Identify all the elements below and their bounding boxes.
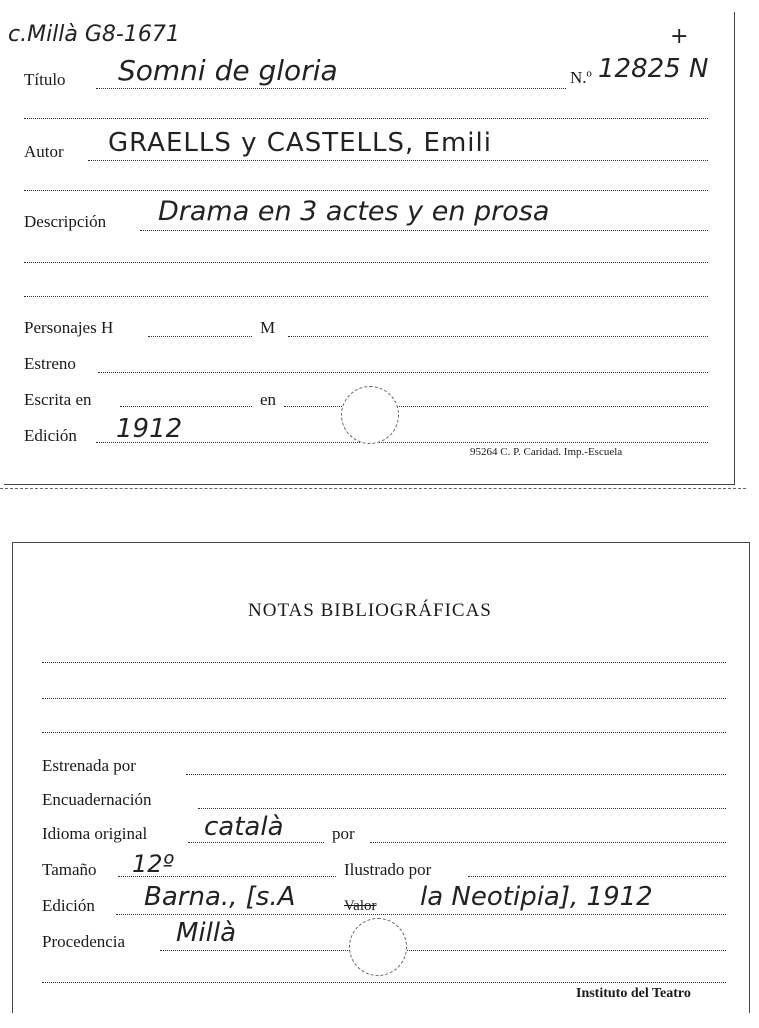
- edicion2-value-a: Barna., [s.A: [144, 882, 296, 912]
- plus-mark: +: [670, 24, 689, 49]
- edicion2-value-b: la Neotipia], 1912: [420, 882, 653, 912]
- autor-label: Autor: [24, 142, 64, 161]
- en-label: en: [260, 390, 277, 409]
- numero-value: 12825 N: [598, 54, 709, 84]
- encuadernacion-label: Encuadernación: [42, 790, 152, 809]
- por-line: [370, 842, 726, 843]
- estreno-line: [98, 372, 708, 373]
- card-separator: [0, 488, 746, 489]
- idioma-label: Idioma original: [42, 824, 148, 843]
- numero-label: N.º: [570, 68, 592, 87]
- autor-line-2: [24, 190, 708, 191]
- personajes-label: Personajes H: [24, 318, 114, 337]
- edicion2-line: [116, 914, 726, 915]
- notas-line-last: [42, 982, 726, 983]
- tamano-label: Tamaño: [42, 860, 97, 879]
- ilustrado-line: [468, 876, 726, 877]
- titulo-line: [96, 88, 566, 89]
- procedencia-line: [160, 950, 726, 951]
- edicion-value: 1912: [116, 414, 183, 444]
- personajes-m-line: [288, 336, 708, 337]
- encuadernacion-line: [198, 808, 726, 809]
- tamano-value: 12º: [132, 850, 174, 878]
- ilustrado-label: Ilustrado por: [344, 860, 432, 879]
- descripcion-line-2: [24, 262, 708, 263]
- idioma-value: català: [204, 812, 284, 842]
- descripcion-line-3: [24, 296, 708, 297]
- notas-line-2: [42, 698, 726, 699]
- edicion-label: Edición: [24, 426, 77, 445]
- card-footer: Instituto del Teatro: [576, 986, 691, 1001]
- valor-label: Valor: [344, 898, 377, 914]
- punch-hole-bottom: [349, 918, 407, 976]
- titulo-value: Somni de gloria: [118, 54, 338, 87]
- edicion-line: [96, 442, 708, 443]
- notas-line-3: [42, 732, 726, 733]
- notas-heading: NOTAS BIBLIOGRÁFICAS: [248, 600, 492, 621]
- edicion2-label: Edición: [42, 896, 95, 915]
- escrita-label: Escrita en: [24, 390, 92, 409]
- escrita-line: [120, 406, 252, 407]
- printer-mark: 95264 C. P. Caridad. Imp.-Escuela: [470, 446, 623, 458]
- titulo-label: Título: [24, 70, 66, 89]
- personajes-h-line: [148, 336, 252, 337]
- descripcion-value: Drama en 3 actes y en prosa: [158, 196, 550, 227]
- autor-value: GRAELLS y CASTELLS, Emili: [108, 128, 492, 158]
- punch-hole-top: [341, 386, 399, 444]
- card-annotation: c.Millà G8-1671: [8, 22, 180, 47]
- idioma-line: [188, 842, 324, 843]
- procedencia-label: Procedencia: [42, 932, 126, 951]
- descripcion-line: [140, 230, 708, 231]
- por-label: por: [332, 824, 355, 843]
- descripcion-label: Descripción: [24, 212, 107, 231]
- m-label: M: [260, 318, 276, 337]
- estrenada-label: Estrenada por: [42, 756, 136, 775]
- notas-line-1: [42, 662, 726, 663]
- titulo-line-2: [24, 118, 708, 119]
- estreno-label: Estreno: [24, 354, 76, 373]
- estrenada-line: [186, 774, 726, 775]
- autor-line: [88, 160, 708, 161]
- procedencia-value: Millà: [176, 918, 237, 948]
